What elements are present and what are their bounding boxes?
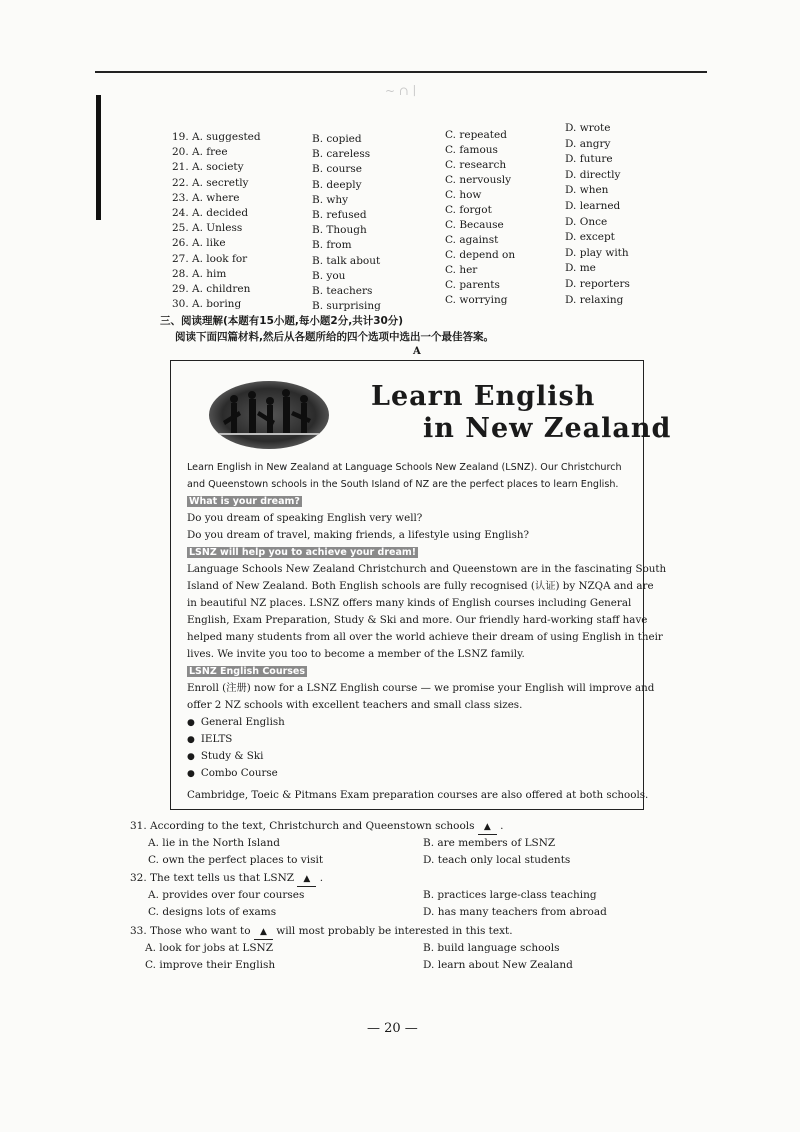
cloze-option-c: C. famous	[445, 144, 498, 156]
cloze-option-b: B. deeply	[312, 178, 362, 191]
cloze-option-c: C. nervously	[445, 174, 512, 186]
cloze-option-d: D. reporters	[565, 278, 630, 290]
heading-dream: What is your dream?	[189, 496, 300, 507]
cloze-option-a: A. where	[192, 191, 240, 204]
question-31-stem	[130, 820, 504, 835]
heading-help: LSNZ will help you to achieve your dream!	[189, 547, 417, 558]
cloze-option-n: 25.	[172, 222, 189, 235]
enroll-line2: offer 2 NZ schools with excellent teachers and small class sizes.	[187, 699, 523, 711]
help-line1: Language Schools New Zealand Christchurch and Queenstown are in the fascinating South	[187, 563, 667, 575]
section-heading: 三、阅读理解(本题有15小题,每小题2分,共计30分)	[160, 315, 404, 327]
cloze-option-a: A. society	[192, 161, 244, 174]
cloze-option-c: C. worrying	[445, 294, 508, 306]
enroll-line1: Enroll (注册) now for a LSNZ English course — we promise your English will improve and	[187, 682, 655, 694]
help-line2: Island of New Zealand. Both English schools are fully recognised (认证) by NZQA and are	[187, 580, 654, 592]
cloze-option-a: A. look for	[192, 252, 248, 265]
cloze-option-a: A. him	[192, 267, 227, 280]
question-option: C. improve their English	[145, 959, 276, 971]
question-option: A. provides over four courses	[148, 889, 305, 901]
cloze-option-b: B. surprising	[312, 300, 381, 313]
cloze-option-a: A. children	[192, 283, 251, 295]
advertisement-box	[170, 360, 672, 810]
cloze-option-n: 21.	[172, 161, 189, 174]
cloze-option-n: 26.	[172, 237, 189, 250]
cloze-option-c: C. her	[445, 264, 478, 276]
faint-mark: ~ ∩ ∣	[385, 84, 417, 98]
question-option: D. teach only local students	[423, 854, 571, 866]
answer-blank: ▲	[297, 873, 316, 887]
dancers-illustration	[209, 381, 329, 449]
question-option: B. practices large-class teaching	[423, 889, 597, 901]
cloze-option-c: C. depend on	[445, 249, 516, 261]
question-option: C. own the perfect places to visit	[148, 854, 324, 866]
cloze-option-c: C. Because	[445, 219, 504, 231]
question-32-stem	[130, 872, 323, 887]
help-line3: in beautiful NZ places. LSNZ offers many kinds of English courses including General	[187, 597, 632, 609]
dream-line1: Do you dream of speaking English very well?	[187, 512, 423, 524]
cloze-option-d: D. future	[565, 153, 613, 166]
cloze-option-n: 19.	[172, 131, 189, 143]
help-line5: helped many students from all over the world achieve their dream of using English in their	[187, 631, 663, 643]
cloze-option-b: B. copied	[312, 133, 362, 145]
cloze-option-a: A. Unless	[192, 222, 243, 235]
cloze-option-b: B. refused	[312, 209, 367, 221]
cloze-option-c: C. repeated	[445, 129, 507, 141]
question-stem-end: will most probably be interested in this text.	[276, 925, 513, 937]
cloze-option-n: 27.	[172, 252, 189, 265]
cloze-option-d: D. when	[565, 184, 609, 197]
help-line4: English, Exam Preparation, Study & Ski and more. Our friendly hard-working staff have	[187, 614, 648, 626]
cloze-option-b: B. teachers	[312, 285, 373, 297]
cloze-option-d: D. angry	[565, 137, 611, 150]
cloze-option-c: C. how	[445, 189, 482, 201]
cloze-option-b: B. careless	[312, 148, 371, 161]
question-option: B. build language schools	[423, 942, 560, 954]
course-item: ● General English	[187, 716, 285, 730]
cloze-option-d: D. me	[565, 262, 596, 275]
question-option: D. learn about New Zealand	[423, 959, 573, 971]
question-stem-text: 32. The text tells us that LSNZ	[130, 872, 295, 884]
help-line6: lives. We invite you too to become a member of the LSNZ family.	[187, 648, 525, 660]
question-stem-end: .	[319, 872, 324, 884]
cloze-option-n: 24.	[172, 207, 189, 219]
cloze-option-a: A. suggested	[192, 131, 261, 143]
cloze-option-a: A. free	[192, 146, 228, 159]
cloze-option-c: C. forgot	[445, 204, 492, 216]
passage-letter: A	[413, 346, 421, 357]
cloze-option-n: 20.	[172, 146, 189, 159]
ad-title-line2: in New Zealand	[423, 413, 672, 444]
dancers-photo	[209, 381, 329, 449]
cloze-option-n: 22.	[172, 176, 189, 189]
cloze-option-b: B. from	[312, 239, 352, 252]
cloze-option-n: 23.	[172, 191, 189, 204]
question-option: A. look for jobs at LSNZ	[145, 942, 274, 954]
binding-mark	[96, 95, 101, 220]
cloze-option-d: D. learned	[565, 200, 621, 212]
dream-line2: Do you dream of travel, making friends, a lifestyle using English?	[187, 529, 530, 541]
cloze-option-d: D. directly	[565, 168, 621, 181]
question-stem-text: 33. Those who want to	[130, 925, 251, 937]
cloze-option-a: A. decided	[192, 207, 249, 219]
question-33-stem	[130, 925, 513, 940]
cloze-option-b: B. you	[312, 269, 346, 282]
cloze-option-b: B. why	[312, 193, 349, 206]
ad-title-line1: Learn English	[371, 381, 596, 412]
section-instruction: 阅读下面四篇材料,然后从各题所给的四个选项中选出一个最佳答案。	[175, 331, 494, 343]
question-stem-text: 31. According to the text, Christchurch and Queenstown schools	[130, 820, 475, 832]
cloze-option-d: D. play with	[565, 246, 629, 259]
cloze-option-c: C. parents	[445, 279, 500, 291]
cloze-option-a: A. like	[192, 237, 226, 250]
cloze-option-b: B. course	[312, 163, 362, 176]
question-option: D. has many teachers from abroad	[423, 906, 607, 918]
ad-intro-line2: and Queenstown schools in the South Island of NZ are the perfect places to learn English.	[187, 479, 619, 490]
cloze-option-n: 29.	[172, 283, 189, 295]
question-stem-end: .	[500, 820, 504, 832]
heading-courses: LSNZ English Courses	[189, 666, 306, 677]
question-option: A. lie in the North Island	[148, 837, 281, 849]
cloze-option-d: D. except	[565, 231, 615, 244]
cloze-option-n: 30.	[172, 298, 189, 311]
course-item: ● Study & Ski	[187, 750, 263, 764]
question-option: C. designs lots of exams	[148, 906, 277, 918]
answer-blank: ▲	[254, 926, 273, 940]
cloze-option-n: 28.	[172, 267, 189, 280]
cloze-option-d: D. wrote	[565, 122, 611, 134]
cloze-option-b: B. talk about	[312, 254, 381, 267]
cloze-option-c: C. against	[445, 234, 499, 246]
header-rule	[95, 71, 707, 73]
question-option: B. are members of LSNZ	[423, 837, 556, 849]
cloze-option-a: A. secretly	[192, 176, 249, 189]
course-item: ● Combo Course	[187, 767, 278, 781]
page-number: — 20 —	[367, 1021, 418, 1036]
cloze-option-b: B. Though	[312, 224, 367, 237]
course-item: ● IELTS	[187, 733, 232, 747]
cloze-option-d: D. Once	[565, 215, 608, 228]
ad-footer: Cambridge, Toeic & Pitmans Exam preparation courses are also offered at both schools.	[187, 789, 649, 801]
cloze-option-d: D. relaxing	[565, 293, 624, 306]
cloze-option-a: A. boring	[192, 298, 242, 311]
answer-blank: ▲	[478, 821, 497, 835]
cloze-option-c: C. research	[445, 159, 507, 171]
ad-intro-line1: Learn English in New Zealand at Language Schools New Zealand (LSNZ). Our Christchurch	[187, 462, 622, 473]
